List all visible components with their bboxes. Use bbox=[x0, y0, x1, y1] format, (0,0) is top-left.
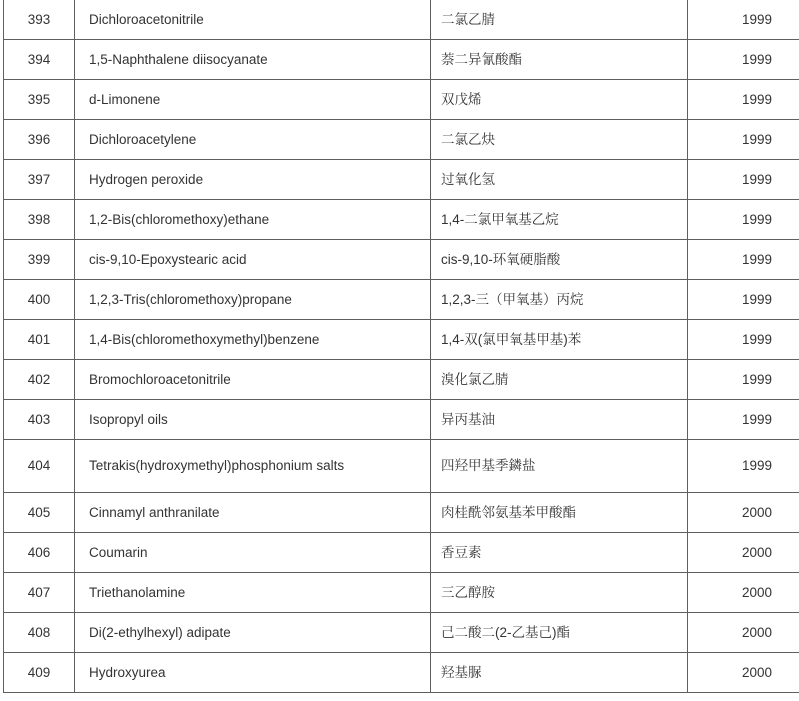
table-row bbox=[4, 40, 799, 80]
row-number: 405 bbox=[4, 493, 75, 533]
table-row bbox=[4, 200, 799, 240]
row-number: 393 bbox=[4, 0, 75, 40]
english-name: Isopropyl oils bbox=[75, 400, 431, 440]
row-number: 407 bbox=[4, 573, 75, 613]
row-number: 395 bbox=[4, 80, 75, 120]
year: 1999 bbox=[688, 280, 799, 320]
table-row bbox=[4, 613, 799, 653]
english-name: Hydrogen peroxide bbox=[75, 160, 431, 200]
year: 1999 bbox=[688, 200, 799, 240]
english-name: Di(2-ethylhexyl) adipate bbox=[75, 613, 431, 653]
chinese-name: 溴化氯乙腈 bbox=[431, 360, 688, 400]
row-number: 401 bbox=[4, 320, 75, 360]
year: 2000 bbox=[688, 493, 799, 533]
year: 1999 bbox=[688, 400, 799, 440]
chinese-name: 肉桂酰邻氨基苯甲酸酯 bbox=[431, 493, 688, 533]
english-name: Cinnamyl anthranilate bbox=[75, 493, 431, 533]
english-name: 1,2-Bis(chloromethoxy)ethane bbox=[75, 200, 431, 240]
row-number: 402 bbox=[4, 360, 75, 400]
english-name: 1,5-Naphthalene diisocyanate bbox=[75, 40, 431, 80]
year: 2000 bbox=[688, 573, 799, 613]
english-name: cis-9,10-Epoxystearic acid bbox=[75, 240, 431, 280]
table-row bbox=[4, 0, 799, 40]
chinese-name: 过氧化氢 bbox=[431, 160, 688, 200]
table-row bbox=[4, 440, 799, 493]
chinese-name: 1,2,3-三（甲氧基）丙烷 bbox=[431, 280, 688, 320]
year: 1999 bbox=[688, 320, 799, 360]
row-number: 394 bbox=[4, 40, 75, 80]
year: 2000 bbox=[688, 653, 799, 693]
english-name: 1,2,3-Tris(chloromethoxy)propane bbox=[75, 280, 431, 320]
year: 2000 bbox=[688, 613, 799, 653]
year: 1999 bbox=[688, 240, 799, 280]
year: 1999 bbox=[688, 120, 799, 160]
english-name: 1,4-Bis(chloromethoxymethyl)benzene bbox=[75, 320, 431, 360]
table-row bbox=[4, 240, 799, 280]
english-name: Dichloroacetonitrile bbox=[75, 0, 431, 40]
chinese-name: 1,4-二氯甲氧基乙烷 bbox=[431, 200, 688, 240]
english-name: Hydroxyurea bbox=[75, 653, 431, 693]
table-row bbox=[4, 80, 799, 120]
table-row bbox=[4, 653, 799, 693]
carcinogen-table bbox=[3, 0, 799, 693]
chinese-name: 香豆素 bbox=[431, 533, 688, 573]
english-name: Triethanolamine bbox=[75, 573, 431, 613]
chinese-name: 双戊烯 bbox=[431, 80, 688, 120]
row-number: 409 bbox=[4, 653, 75, 693]
row-number: 404 bbox=[4, 440, 75, 493]
year: 1999 bbox=[688, 0, 799, 40]
row-number: 396 bbox=[4, 120, 75, 160]
english-name: Dichloroacetylene bbox=[75, 120, 431, 160]
english-name: Tetrakis(hydroxymethyl)phosphonium salts bbox=[75, 440, 431, 493]
year: 1999 bbox=[688, 80, 799, 120]
year: 1999 bbox=[688, 160, 799, 200]
row-number: 408 bbox=[4, 613, 75, 653]
table-row bbox=[4, 160, 799, 200]
table-row bbox=[4, 533, 799, 573]
chinese-name: 二氯乙炔 bbox=[431, 120, 688, 160]
chinese-name: 二氯乙腈 bbox=[431, 0, 688, 40]
year: 1999 bbox=[688, 40, 799, 80]
row-number: 397 bbox=[4, 160, 75, 200]
table-row bbox=[4, 280, 799, 320]
table-row bbox=[4, 493, 799, 533]
row-number: 406 bbox=[4, 533, 75, 573]
chinese-name: 萘二异氰酸酯 bbox=[431, 40, 688, 80]
chinese-name: 异丙基油 bbox=[431, 400, 688, 440]
english-name: Bromochloroacetonitrile bbox=[75, 360, 431, 400]
table-row bbox=[4, 400, 799, 440]
row-number: 400 bbox=[4, 280, 75, 320]
table-row bbox=[4, 320, 799, 360]
chinese-name: 四羟甲基季鏻盐 bbox=[431, 440, 688, 493]
year: 1999 bbox=[688, 360, 799, 400]
row-number: 399 bbox=[4, 240, 75, 280]
row-number: 403 bbox=[4, 400, 75, 440]
year: 2000 bbox=[688, 533, 799, 573]
chinese-name: 羟基脲 bbox=[431, 653, 688, 693]
year: 1999 bbox=[688, 440, 799, 493]
chinese-name: 己二酸二(2-乙基己)酯 bbox=[431, 613, 688, 653]
english-name: d-Limonene bbox=[75, 80, 431, 120]
table-row bbox=[4, 573, 799, 613]
table-row bbox=[4, 120, 799, 160]
chinese-name: cis-9,10-环氧硬脂酸 bbox=[431, 240, 688, 280]
chinese-name: 三乙醇胺 bbox=[431, 573, 688, 613]
row-number: 398 bbox=[4, 200, 75, 240]
english-name: Coumarin bbox=[75, 533, 431, 573]
table-row bbox=[4, 360, 799, 400]
chinese-name: 1,4-双(氯甲氧基甲基)苯 bbox=[431, 320, 688, 360]
